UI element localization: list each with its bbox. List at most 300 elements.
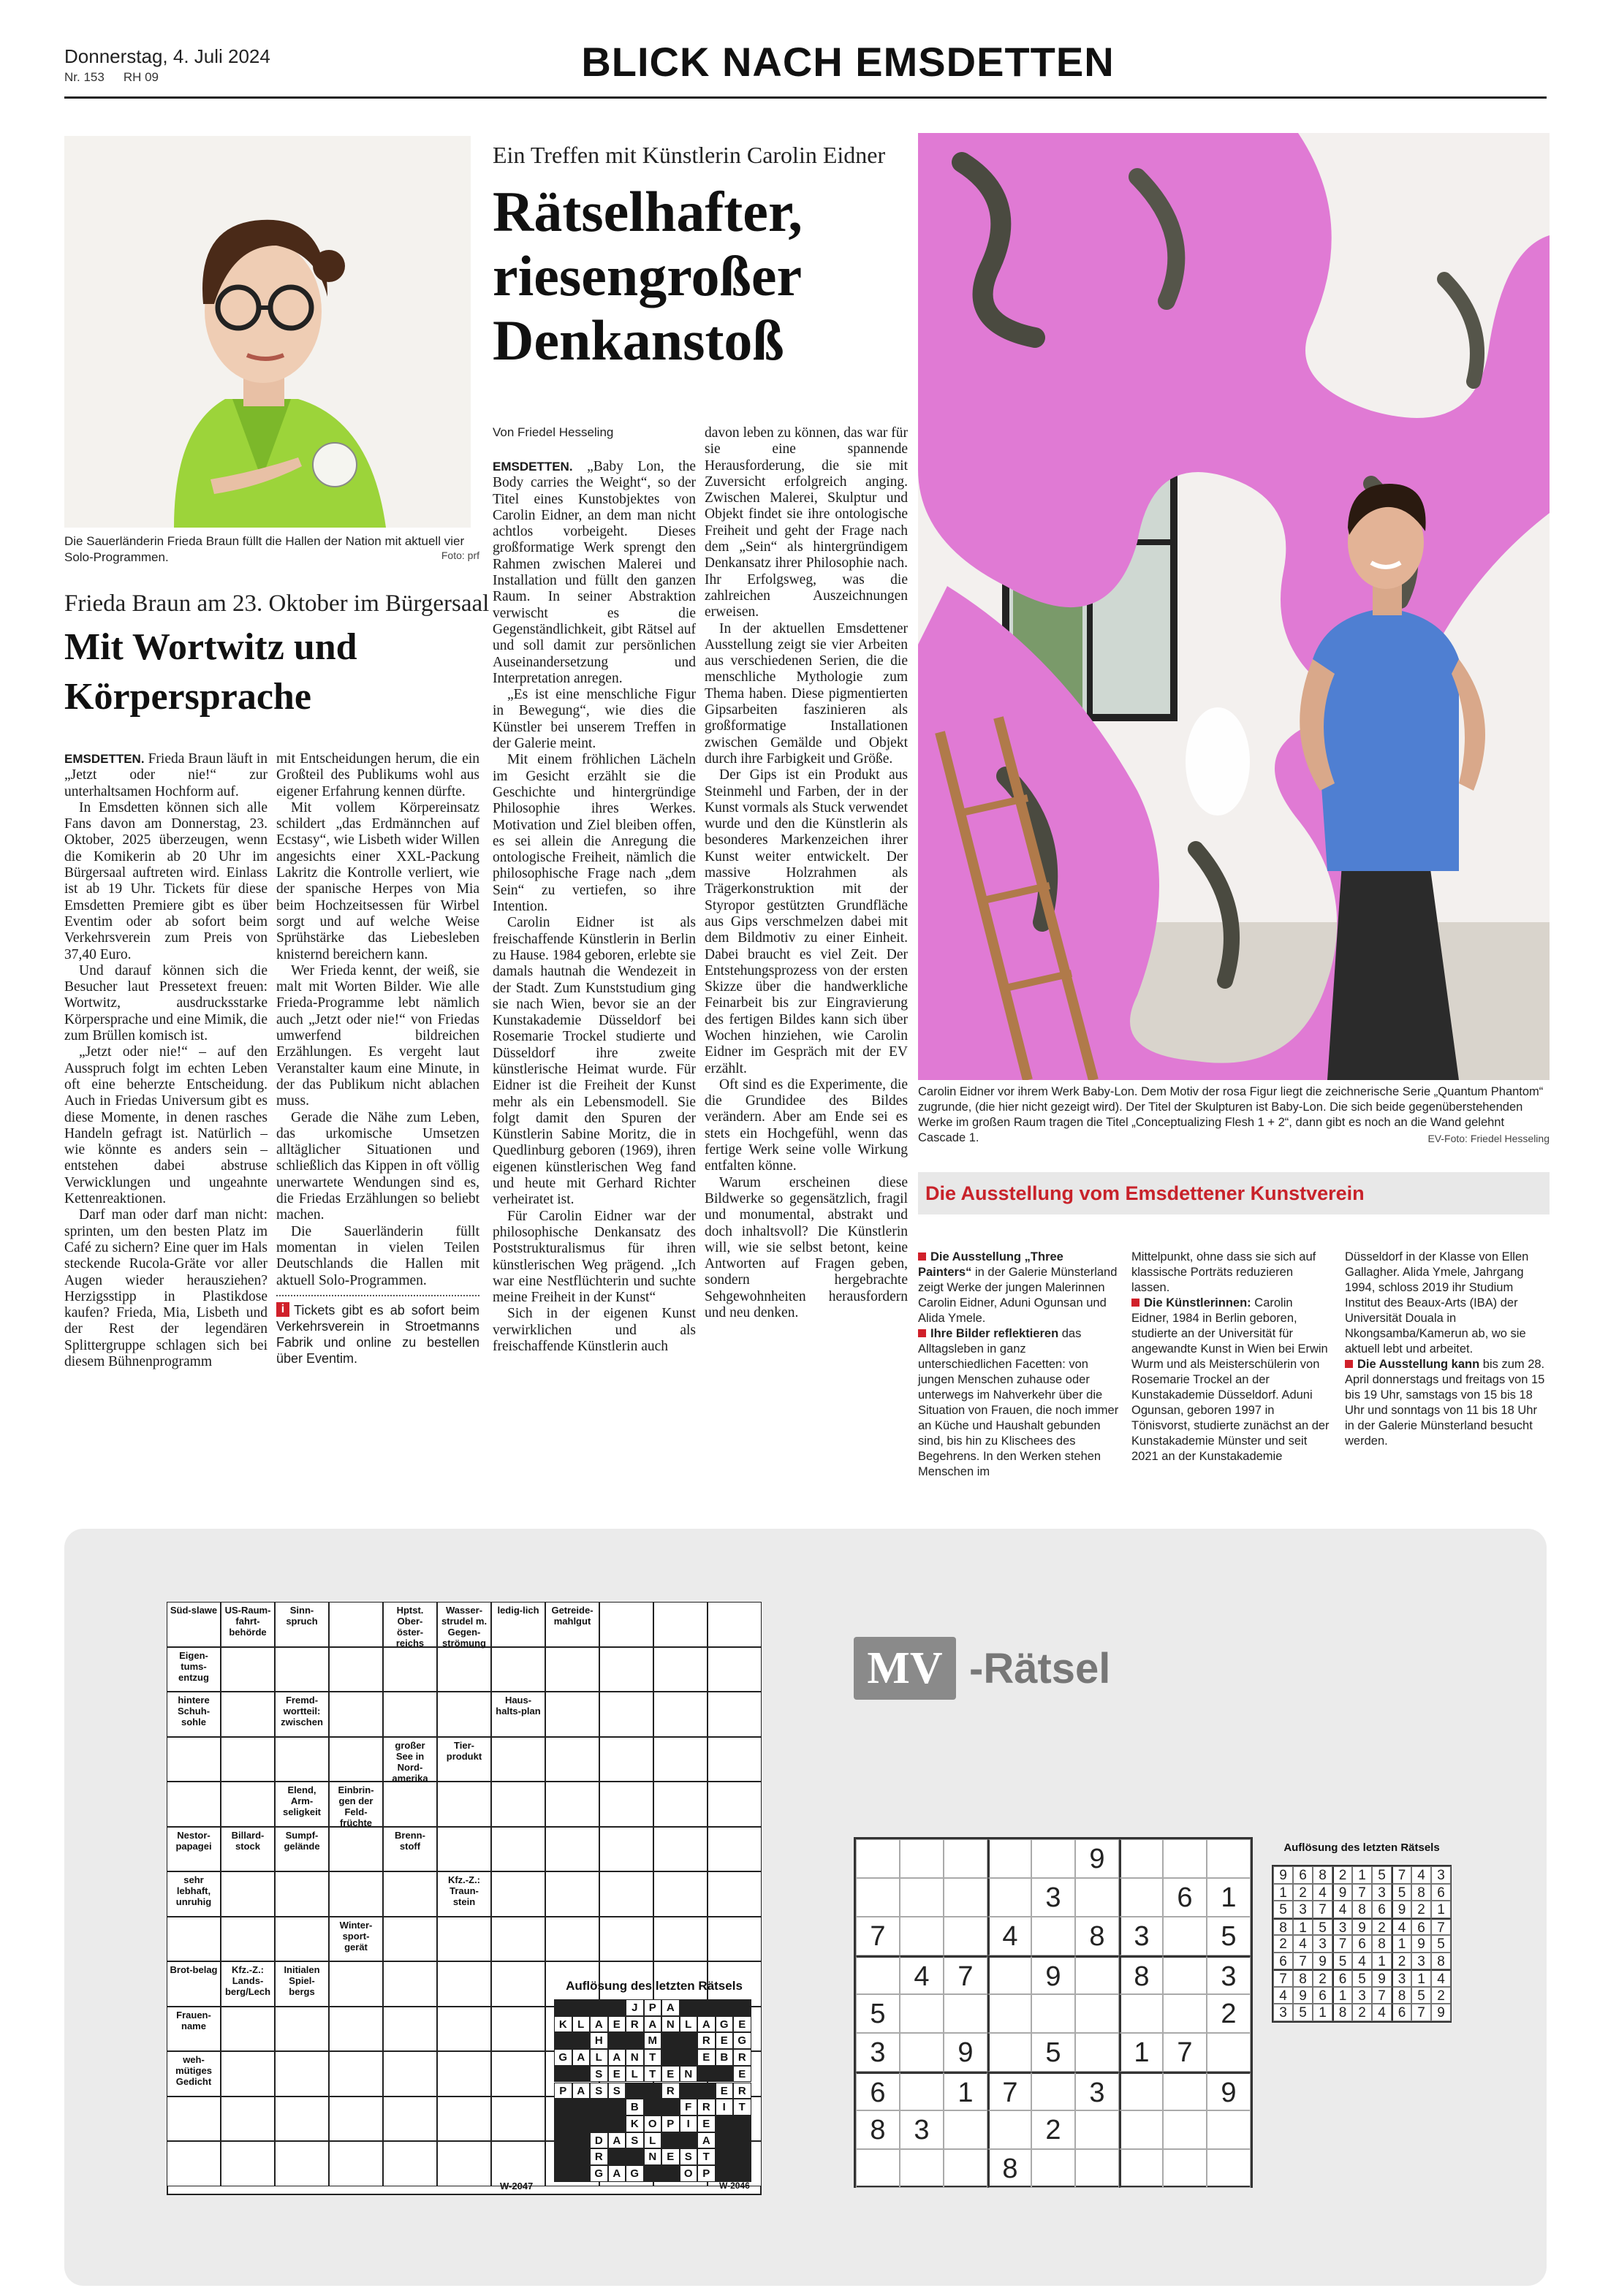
crossword-cell[interactable] (653, 1692, 708, 1737)
sudoku-solution-cell: 7 (1411, 2004, 1431, 2021)
crossword-cell[interactable] (329, 2097, 383, 2142)
crossword-solution-cell: E (697, 2049, 716, 2066)
crossword-cell[interactable] (653, 1737, 708, 1782)
sudoku-cell[interactable] (1031, 2072, 1075, 2110)
crossword-cell[interactable] (708, 1827, 762, 1872)
sudoku-solution-cell: 9 (1392, 1901, 1411, 1918)
main-col1-p5: Sich in der eigenen Kunst verwirklichen und als freischaffende Künstlerin auch (493, 1306, 696, 1355)
main-article-col1 (493, 459, 696, 1355)
crossword-solution-cell (626, 2148, 644, 2165)
sudoku-solution-cell: 7 (1332, 1935, 1352, 1953)
left-article-col1 (64, 751, 268, 1370)
crossword-cell[interactable] (383, 2007, 437, 2052)
crossword-cell[interactable] (599, 1737, 653, 1782)
crossword-cell[interactable] (221, 2007, 275, 2052)
crossword-solution-cell: L (644, 2132, 662, 2149)
crossword-cell[interactable] (545, 1782, 599, 1827)
sudoku-solution-cell: 2 (1411, 1901, 1431, 1918)
sudoku-solution-cell: 2 (1273, 1935, 1293, 1953)
crossword-solution-cell (572, 2148, 591, 2165)
issue-number (64, 70, 178, 85)
main-col1-p3: Carolin Eidner ist als freischaffende Künstlerin in Berlin zu Hause. 1984 geboren, erlebte sie damals hautnah die Wendezeit in der Stadt. Zum Kunststudium ging sie nach Wien, bevor sie an der Kunstakademie Düsseldorf bei Rosemarie Trockel studierte und Düsseldorf ihre zweite künstlerische Heimat wurde. Für Eidner ist die Freiheit der Kunst mehr als ein Lebensmodell. Sie folgt damit den Spuren der Künstlerin Sabine Moritz, die in Quedlinburg geboren (1969), ihren eigenen künstlerischen Weg fand und heute mit Gerhard Richter verheiratet ist. (493, 915, 696, 1208)
sudoku-cell[interactable] (987, 1839, 1031, 1878)
sudoku-cell[interactable] (1031, 1917, 1075, 1955)
crossword-cell[interactable] (491, 2141, 545, 2186)
crossword-cell[interactable] (599, 1602, 653, 1647)
sudoku-cell[interactable] (1075, 2149, 1119, 2188)
sudoku-cell[interactable] (1031, 1839, 1075, 1878)
crossword-solution-cell: R (626, 2016, 644, 2033)
crossword-cell[interactable] (383, 1647, 437, 1692)
crossword-cell[interactable] (383, 1692, 437, 1737)
crossword-cell[interactable] (221, 2051, 275, 2097)
crossword-cell[interactable] (491, 2097, 545, 2142)
sudoku-solution-cell: 7 (1352, 1884, 1372, 1901)
sudoku-cell: 9 (944, 2033, 987, 2072)
crossword-clue: weh-mütiges Gedicht (167, 2051, 221, 2097)
crossword-cell[interactable] (437, 2141, 491, 2186)
left-article-col2 (276, 751, 479, 1366)
sudoku-solution-cell: 6 (1332, 1969, 1352, 1987)
sudoku-solution-cell: 5 (1431, 1935, 1451, 1953)
crossword-cell[interactable] (653, 1602, 708, 1647)
crossword-cell[interactable] (221, 1737, 275, 1782)
sudoku-solution-cell: 4 (1332, 1901, 1352, 1918)
crossword-solution-cell (554, 2148, 572, 2165)
main-col2-p4: Warum erscheinen diese Bildwerke so gegensätzlich, fragil und monumental, abstrakt und doch inhaltsvoll? Die Künstlerin will, wie sie selbst betont, keine Antworten auf Fragen geben, sondern hergebrachte Sehgewohnheiten herausfordern und neu denken. (705, 1174, 908, 1321)
crossword-cell[interactable] (275, 2141, 329, 2186)
crossword-cell[interactable] (599, 1647, 653, 1692)
crossword-cell[interactable] (491, 1917, 545, 1962)
sudoku-cell: 5 (856, 1994, 900, 2033)
crossword-cell[interactable] (275, 1871, 329, 1917)
crossword-solution-cell: S (626, 2132, 644, 2149)
crossword-cell[interactable] (545, 1827, 599, 1872)
sudoku-solution-cell: 2 (1431, 1987, 1451, 2004)
crossword-cell[interactable] (329, 1827, 383, 1872)
crossword-cell[interactable] (491, 1737, 545, 1782)
crossword-solution-cell: R (590, 2148, 608, 2165)
sudoku-cell[interactable] (1119, 1839, 1163, 1878)
crossword-solution-cell (661, 2049, 680, 2066)
sudoku-cell[interactable] (1207, 1839, 1251, 1878)
crossword-cell[interactable] (545, 1737, 599, 1782)
crossword-solution-cell: A (608, 2165, 626, 2182)
crossword-cell[interactable] (545, 1917, 599, 1962)
left-col2-p0: mit Entscheidungen herum, die ein Großteil des Publikums wohl aus eigener Erfahrung kennen dürfte. (276, 751, 479, 799)
crossword-clue: sehr lebhaft, unruhig (167, 1871, 221, 1917)
main-col2-p0: davon leben zu können, das war für sie eine spannende Herausforderung, die sie mit Zuversicht erfolgreich anging. Zwischen Malerei, Skulptur und Objekt findet sie ihre ontologische Freiheit und geht der Frage nach dem „Sein“ als hintergründigem Denkansatz ihrer Philosophie nach. Ihr Erfolgsweg, was die zahlreichen Auszeichnungen erweisen. (705, 425, 908, 620)
crossword-solution-cell (572, 2032, 591, 2049)
sudoku-cell: 2 (1207, 1994, 1251, 2033)
crossword-cell[interactable] (599, 1871, 653, 1917)
crossword-solution-cell: J (626, 1999, 644, 2016)
sudoku-solution-cell: 4 (1313, 1884, 1332, 1901)
crossword-number: W-2047 (500, 2181, 534, 2192)
crossword-cell[interactable] (437, 1917, 491, 1962)
crossword-cell[interactable] (167, 2097, 221, 2142)
main-headline-line1: Rätselhafter, (493, 180, 803, 243)
right-photo-credit: EV-Foto: Friedel Hesseling (1427, 1133, 1550, 1144)
sudoku-cell: 8 (987, 2149, 1031, 2188)
crossword-cell[interactable] (383, 1961, 437, 2007)
crossword-cell[interactable] (221, 1782, 275, 1827)
left-headline (64, 623, 357, 722)
crossword-solution-cell: S (590, 2083, 608, 2099)
crossword-cell[interactable] (383, 2141, 437, 2186)
crossword-cell[interactable] (329, 1961, 383, 2007)
sudoku-solution-cell: 9 (1293, 1987, 1313, 2004)
crossword-cell[interactable] (545, 1871, 599, 1917)
crossword-cell[interactable] (383, 1917, 437, 1962)
sudoku-solution-cell: 8 (1313, 1866, 1332, 1884)
crossword-cell[interactable] (437, 2097, 491, 2142)
crossword-solution-cell: A (608, 2132, 626, 2149)
sudoku-cell[interactable] (1163, 1917, 1207, 1955)
crossword-cell[interactable] (383, 2097, 437, 2142)
crossword-cell[interactable] (491, 1647, 545, 1692)
crossword-solution-cell (572, 2165, 591, 2182)
crossword-solution-cell: R (733, 2049, 751, 2066)
sudoku-solution-cell: 9 (1273, 1866, 1293, 1884)
sudoku-solution-cell: 8 (1411, 1884, 1431, 1901)
sudoku-cell: 2 (1031, 2110, 1075, 2149)
sudoku-cell[interactable] (987, 1878, 1031, 1917)
crossword-cell[interactable] (599, 1782, 653, 1827)
left-col2-p3: Gerade die Nähe zum Leben, das urkomische Umsetzen alltäglicher Situationen und schließlich das Kippen in oft völlig unerwartete Wendungen sind es, die Friedas Erzählungen so beliebt machen. (276, 1109, 479, 1223)
crossword-solution-cell (572, 2132, 591, 2149)
crossword-cell[interactable] (383, 1782, 437, 1827)
sudoku-solution-cell: 3 (1392, 1969, 1411, 1987)
crossword-cell[interactable] (437, 1692, 491, 1737)
crossword-cell[interactable] (275, 1737, 329, 1782)
crossword-cell[interactable] (329, 2051, 383, 2097)
crossword-cell[interactable] (437, 1827, 491, 1872)
crossword-solution-cell: P (554, 2083, 572, 2099)
sudoku-solution-cell: 6 (1411, 1918, 1431, 1936)
sudoku-solution-cell: 6 (1372, 1901, 1392, 1918)
crossword-cell[interactable] (275, 2097, 329, 2142)
sudoku-cell[interactable] (856, 1955, 900, 1994)
crossword-cell[interactable] (545, 1692, 599, 1737)
sudoku-cell[interactable] (944, 1839, 987, 1878)
sudoku-solution-cell: 5 (1332, 1953, 1352, 1970)
crossword-cell[interactable] (221, 1917, 275, 1962)
sudoku-solution-cell: 1 (1332, 1987, 1352, 2004)
crossword-solution-cell: N (626, 2049, 644, 2066)
crossword-cell[interactable] (383, 2051, 437, 2097)
sudoku-cell[interactable] (1163, 2110, 1207, 2149)
left-col1-p0: Frieda Braun läuft in „Jetzt oder nie!“ zur unterhaltsamen Hochform auf. (64, 751, 268, 799)
crossword-cell[interactable] (653, 1917, 708, 1962)
sudoku-solution-cell: 5 (1273, 1901, 1293, 1918)
crossword-cell[interactable] (491, 2051, 545, 2097)
crossword-solution-cell: R (733, 2083, 751, 2099)
mv-logo: MV (854, 1637, 956, 1700)
crossword-solution-cell: E (661, 2066, 680, 2083)
sudoku-cell[interactable] (1119, 1878, 1163, 1917)
crossword-cell[interactable] (275, 2051, 329, 2097)
sudoku-cell[interactable] (1075, 2033, 1119, 2072)
left-photo-credit: Foto: prf (441, 550, 479, 561)
sudoku-solution-cell: 3 (1293, 1901, 1313, 1918)
sudoku-solution-cell: 4 (1352, 1953, 1372, 1970)
crossword-clue: Brot-belag (167, 1961, 221, 2007)
crossword-cell[interactable] (708, 1782, 762, 1827)
crossword-solution-cell: I (680, 2116, 698, 2132)
crossword-cell[interactable] (599, 1692, 653, 1737)
crossword-cell[interactable] (221, 2097, 275, 2142)
crossword-clue: Getreide-mahlgut (545, 1602, 599, 1647)
crossword-solution-cell (733, 2165, 751, 2182)
expo-col3-text2: bis zum 28. April donnerstags und freitags von 15 bis 19 Uhr, samstags von 15 bis 18 Uhr und sonntags von 11 bis 18 Uhr in der Galerie Münsterland besucht werden. (1345, 1358, 1545, 1448)
crossword-cell[interactable] (437, 2051, 491, 2097)
crossword-solution-cell: K (626, 2116, 644, 2132)
crossword-cell[interactable] (708, 1871, 762, 1917)
sudoku-cell: 8 (1075, 1917, 1119, 1955)
crossword-solution-cell: P (644, 1999, 662, 2016)
sudoku-cell: 9 (1075, 1839, 1119, 1878)
crossword-cell[interactable] (545, 1647, 599, 1692)
left-col1-p3: „Jetzt oder nie!“ – auf den Ausspruch folgt im echten Leben oft eine beherzte Entscheidung. Auch in Friedas Universum gibt es diese Momente, in denen rasches Handeln gefragt ist. Natürlich – wie könnte es anders sein – entstehen dabei abstruse Verwicklungen und ungeahnte Kettenreaktionen. (64, 1044, 268, 1207)
crossword-clue: Sumpf-gelände (275, 1827, 329, 1872)
crossword-cell[interactable] (329, 2007, 383, 2052)
sudoku-cell[interactable] (987, 1994, 1031, 2033)
crossword-cell[interactable] (329, 2141, 383, 2186)
sudoku-cell[interactable] (944, 1917, 987, 1955)
header-rule (64, 96, 1547, 99)
sudoku-cell[interactable] (900, 1839, 944, 1878)
crossword-solution-cell (554, 1999, 572, 2016)
sudoku-cell[interactable] (1075, 1994, 1119, 2033)
exhibition-col1 (918, 1250, 1120, 1480)
sudoku-cell[interactable] (1119, 2149, 1163, 2188)
sudoku-solution-cell: 5 (1392, 1884, 1411, 1901)
crossword-solution-cell (608, 2148, 626, 2165)
section-title: BLICK NACH EMSDETTEN (581, 39, 1115, 85)
sudoku-cell[interactable] (944, 2149, 987, 2188)
crossword-clue: Frauen-name (167, 2007, 221, 2052)
expo-col3-label2: Die Ausstellung kann (1357, 1358, 1480, 1371)
crossword-cell[interactable] (275, 1647, 329, 1692)
sudoku-solution-cell: 8 (1392, 1987, 1411, 2004)
sudoku-cell: 3 (900, 2110, 944, 2149)
sudoku-cell: 3 (1207, 1955, 1251, 1994)
sudoku-cell[interactable] (1207, 2149, 1251, 2188)
left-col1-p4: Darf man oder darf man nicht: sprinten, um den besten Platz im Café zu sichern? Eine quer im Hals steckende Rucola-Gräte vor aller Augen wieder herausziehen? Herzigsstipp in Plastikdose kaufen? Frieda, Mia, Lisbeth und der Rest der legendären Splittergruppe schlagen sich bei diesem Bühnenprogramm (64, 1207, 268, 1369)
crossword-cell[interactable] (329, 1602, 383, 1647)
sudoku-solution-title: Auflösung des letzten Rätsels (1283, 1841, 1440, 1854)
crossword-cell[interactable] (708, 1917, 762, 1962)
sudoku-cell[interactable] (900, 2149, 944, 2188)
expo-col2-text2: Carolin Eidner, 1984 in Berlin geboren, studierte an der Universität für angewandte Kunst in Wien bei Erwin Wurm und als Meisterschülerin von Rosemarie Trockel an der Kunstakademie Düsseldorf. Aduni Ogunsan, geboren 1997 in Tönisvorst, studierte zunächst an der Kunstakademie Münster und seit 2021 an der Kunstakademie (1131, 1296, 1330, 1463)
crossword-cell[interactable] (437, 1782, 491, 1827)
crossword-cell[interactable] (491, 2007, 545, 2052)
crossword-cell[interactable] (708, 1602, 762, 1647)
ticket-info (276, 1295, 479, 1366)
sudoku-cell: 5 (1207, 1917, 1251, 1955)
crossword-cell[interactable] (653, 1827, 708, 1872)
sudoku-cell[interactable] (856, 1878, 900, 1917)
crossword-solution-cell (733, 2148, 751, 2165)
sudoku-cell[interactable] (1119, 2110, 1163, 2149)
crossword-solution-cell (661, 2032, 680, 2049)
crossword-solution-cell (733, 2132, 751, 2149)
sudoku-cell[interactable] (1207, 2110, 1251, 2149)
exhibition-col2 (1131, 1250, 1333, 1464)
sudoku-cell[interactable] (1031, 2149, 1075, 2188)
sudoku-cell: 9 (1031, 1955, 1075, 1994)
sudoku-cell[interactable] (1163, 2149, 1207, 2188)
ticket-info-text: Tickets gibt es ab sofort beim Verkehrsverein in Stroetmanns Fabrik und online zu bestellen über Eventim. (276, 1302, 479, 1366)
crossword-clue: Hptst. Ober-öster-reichs (383, 1602, 437, 1647)
sudoku-cell[interactable] (856, 1839, 900, 1878)
sudoku-cell[interactable] (1163, 2072, 1207, 2110)
crossword-cell[interactable] (329, 1647, 383, 1692)
crossword-solution-cell (716, 2148, 734, 2165)
crossword-cell[interactable] (329, 1692, 383, 1737)
crossword-clue: Kfz.-Z.: Traun-stein (437, 1871, 491, 1917)
crossword-cell[interactable] (437, 2007, 491, 2052)
sudoku-cell[interactable] (1207, 2033, 1251, 2072)
crossword-solution-cell (733, 2116, 751, 2132)
crossword-cell[interactable] (221, 1692, 275, 1737)
crossword-cell[interactable] (491, 1782, 545, 1827)
crossword-cell[interactable] (437, 1647, 491, 1692)
crossword-solution-cell: P (697, 2165, 716, 2182)
sudoku-cell[interactable] (1075, 1878, 1119, 1917)
sudoku-cell[interactable] (944, 1994, 987, 2033)
crossword-cell[interactable] (329, 1737, 383, 1782)
sudoku-cell[interactable] (900, 1994, 944, 2033)
sudoku-solution-cell: 8 (1273, 1918, 1293, 1936)
sudoku-cell[interactable] (1075, 1955, 1119, 1994)
crossword-solution-cell: A (661, 1999, 680, 2016)
crossword-cell[interactable] (329, 1871, 383, 1917)
crossword-cell[interactable] (167, 1917, 221, 1962)
crossword-clue: ledig-lich (491, 1602, 545, 1647)
sudoku-cell[interactable] (1119, 1994, 1163, 2033)
bullet-icon (918, 1329, 926, 1337)
crossword-cell[interactable] (653, 1647, 708, 1692)
crossword-clue: US-Raum-fahrt-behörde (221, 1602, 275, 1647)
crossword-solution-cell (680, 2032, 698, 2049)
crossword-cell[interactable] (708, 1647, 762, 1692)
sudoku-cell[interactable] (1119, 2072, 1163, 2110)
crossword-solution-cell: S (590, 2066, 608, 2083)
crossword-cell[interactable] (221, 1647, 275, 1692)
edition-code: RH 09 (123, 70, 159, 84)
left-headline-line2: Körpersprache (64, 676, 311, 718)
crossword-cell[interactable] (221, 1871, 275, 1917)
crossword-cell[interactable] (437, 1961, 491, 2007)
sudoku-cell[interactable] (1163, 1994, 1207, 2033)
crossword-solution-cell (680, 2083, 698, 2099)
crossword-solution-cell (680, 2132, 698, 2149)
left-col2-p4: Die Sauerländerin füllt momentan in vielen Teilen Deutschlands die Hallen mit aktuell Solo-Programmen. (276, 1223, 479, 1288)
crossword-cell[interactable] (221, 2141, 275, 2186)
sudoku-solution-cell: 2 (1372, 1918, 1392, 1936)
crossword-cell[interactable] (167, 2141, 221, 2186)
crossword-solution-cell: T (697, 2148, 716, 2165)
exhibition-col3 (1345, 1250, 1547, 1449)
sudoku-solution-cell: 9 (1313, 1953, 1332, 1970)
sudoku-cell[interactable] (900, 2072, 944, 2110)
crossword-cell[interactable] (275, 1917, 329, 1962)
left-photo-caption: Die Sauerländerin Frieda Braun füllt die Hallen der Nation mit aktuell vier Solo-Programmen. (64, 534, 465, 564)
crossword-solution-cell (608, 2099, 626, 2116)
crossword-cell[interactable] (167, 1782, 221, 1827)
crossword-cell[interactable] (383, 1871, 437, 1917)
crossword-cell[interactable] (599, 1827, 653, 1872)
sudoku-solution-cell: 6 (1392, 2004, 1411, 2021)
crossword-cell[interactable] (167, 1737, 221, 1782)
main-headline (493, 180, 803, 373)
crossword-solution-cell (697, 2083, 716, 2099)
crossword-cell[interactable] (599, 1917, 653, 1962)
bullet-icon (918, 1252, 926, 1261)
sudoku-solution-cell: 6 (1273, 1953, 1293, 1970)
crossword-cell[interactable] (491, 1961, 545, 2007)
crossword-solution-cell: A (590, 2016, 608, 2033)
crossword-solution-cell (572, 2066, 591, 2083)
sudoku-cell[interactable] (900, 1917, 944, 1955)
crossword-cell[interactable] (708, 1692, 762, 1737)
sudoku-solution-cell: 2 (1392, 1953, 1411, 1970)
crossword-solution-cell: P (661, 2116, 680, 2132)
crossword-solution-cell: L (590, 2049, 608, 2066)
sudoku-solution-cell: 4 (1431, 1969, 1451, 1987)
crossword-cell[interactable] (491, 1827, 545, 1872)
crossword-solution-cell: N (661, 2016, 680, 2033)
bullet-icon (1131, 1299, 1139, 1307)
sudoku-cell[interactable] (1031, 1994, 1075, 2033)
main-headline-line2: riesengroßer (493, 244, 803, 308)
sudoku-cell: 1 (1119, 2033, 1163, 2072)
sudoku-cell[interactable] (900, 2033, 944, 2072)
sudoku-solution-cell: 7 (1293, 1953, 1313, 1970)
crossword-solution-cell (572, 1999, 591, 2016)
crossword-solution-cell (590, 1999, 608, 2016)
crossword-cell[interactable] (491, 1871, 545, 1917)
crossword-clue: Wasser-strudel m. Gegen-strömung (437, 1602, 491, 1647)
crossword-solution-cell (554, 2132, 572, 2149)
sudoku-cell[interactable] (987, 2033, 1031, 2072)
crossword-solution-cell: E (608, 2066, 626, 2083)
sudoku-cell[interactable] (1075, 2110, 1119, 2149)
crossword-cell[interactable] (708, 1737, 762, 1782)
sudoku-cell[interactable] (900, 1878, 944, 1917)
sudoku-cell[interactable] (987, 1955, 1031, 1994)
crossword-solution-cell (697, 1999, 716, 2016)
sudoku-solution-cell: 4 (1273, 1987, 1293, 2004)
sudoku-cell[interactable] (944, 1878, 987, 1917)
crossword-cell[interactable] (653, 1871, 708, 1917)
crossword-cell[interactable] (275, 2007, 329, 2052)
crossword-solution-cell: H (590, 2032, 608, 2049)
sudoku-cell[interactable] (944, 2110, 987, 2149)
frieda-braun-illustration (64, 136, 471, 528)
crossword-clue: Brenn-stoff (383, 1827, 437, 1872)
crossword-solution-cell (608, 2116, 626, 2132)
crossword-cell[interactable] (653, 1782, 708, 1827)
sudoku-cell[interactable] (856, 2149, 900, 2188)
sudoku-cell[interactable] (1163, 1955, 1207, 1994)
main-col1-p0: „Baby Lon, the Body carries the Weight“, so der Titel eines Kunstobjektes von Carolin Eidner, an dem man nicht achtlos vorbeigeht. Dieses großformatige Werk sprengt den Rahmen zwischen Malerei und Installation und füllt den ganzen Raum. In seiner Abstraktion verwischt es die Gegenständlichkeit, gibt Rätsel auf und soll damit zur persönlichen Auseinandersetzung und Interpretation anregen. (493, 459, 696, 686)
sudoku-cell[interactable] (987, 2110, 1031, 2149)
sudoku-cell[interactable] (1163, 1839, 1207, 1878)
crossword-solution-cell: R (697, 2099, 716, 2116)
